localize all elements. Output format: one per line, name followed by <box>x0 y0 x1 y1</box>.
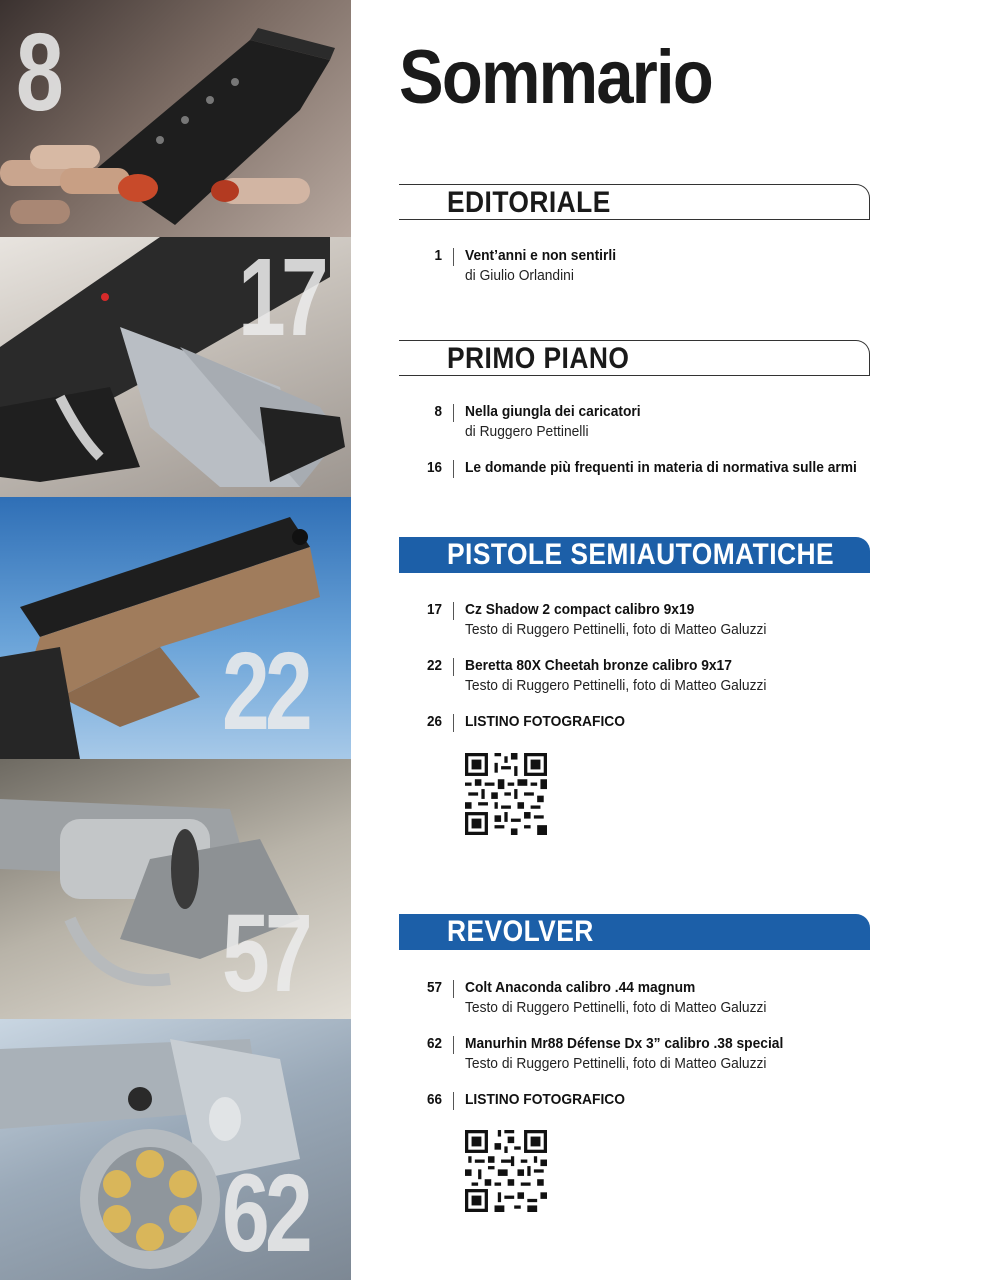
section-header-pistole <box>399 537 870 573</box>
entry-divider <box>453 460 454 478</box>
section-label: PRIMO PIANO <box>447 342 630 375</box>
entry-page-number: 66 <box>426 1091 442 1108</box>
section-label: PISTOLE SEMIAUTOMATICHE <box>447 538 835 571</box>
entry-page-number: 62 <box>426 1035 442 1052</box>
entry-divider <box>453 602 454 620</box>
entry-author: Testo di Ruggero Pettinelli, foto di Matteo Galuzzi <box>465 1055 767 1072</box>
entry-divider <box>453 658 454 676</box>
entry-page-number: 57 <box>426 979 442 996</box>
section-header-revolver <box>399 914 870 950</box>
entry-page-number: 17 <box>426 601 442 618</box>
photo-number: 8 <box>16 11 60 134</box>
photo-number: 57 <box>222 892 309 1015</box>
entry-title: Vent’anni e non sentirli <box>465 247 617 264</box>
qr-code-icon[interactable] <box>465 1130 547 1212</box>
entry-divider <box>453 714 454 732</box>
entry-author: Testo di Ruggero Pettinelli, foto di Matteo Galuzzi <box>465 677 767 694</box>
section-header-primo-piano <box>399 340 870 376</box>
entry-divider <box>453 1036 454 1054</box>
entry-page-number: 8 <box>434 403 442 420</box>
entry-divider <box>453 404 454 422</box>
section-header-editoriale <box>399 184 870 220</box>
photo-number: 17 <box>238 237 325 359</box>
entry-title: Cz Shadow 2 compact calibro 9x19 <box>465 601 695 618</box>
section-label: EDITORIALE <box>447 186 611 219</box>
qr-code-icon[interactable] <box>465 753 547 835</box>
entry-author: di Ruggero Pettinelli <box>465 423 589 440</box>
entry-divider <box>453 248 454 266</box>
section-label: REVOLVER <box>447 915 594 948</box>
photo-number: 22 <box>222 630 309 753</box>
entry-title: Manurhin Mr88 Défense Dx 3” calibro .38 special <box>465 1035 784 1052</box>
photo-revolver-manurhin <box>0 1019 351 1280</box>
entry-title: LISTINO FOTOGRAFICO <box>465 713 625 730</box>
photo-column <box>0 0 351 1280</box>
entry-author: Testo di Ruggero Pettinelli, foto di Matteo Galuzzi <box>465 621 767 638</box>
page-title: Sommario <box>399 35 712 120</box>
photo-pistol-beretta <box>0 497 351 759</box>
entry-title: Beretta 80X Cheetah bronze calibro 9x17 <box>465 657 732 674</box>
entry-page-number: 1 <box>434 247 442 264</box>
entry-page-number: 22 <box>426 657 442 674</box>
photo-pistol-cz <box>0 237 351 497</box>
entry-title: Le domande più frequenti in materia di normativa sulle armi <box>465 459 857 476</box>
entry-divider <box>453 1092 454 1110</box>
entry-page-number: 26 <box>426 713 442 730</box>
entry-title: LISTINO FOTOGRAFICO <box>465 1091 625 1108</box>
entry-title: Nella giungla dei caricatori <box>465 403 641 420</box>
photo-number: 62 <box>222 1152 309 1275</box>
photo-revolver-colt <box>0 759 351 1019</box>
entry-author: di Giulio Orlandini <box>465 267 574 284</box>
entry-author: Testo di Ruggero Pettinelli, foto di Matteo Galuzzi <box>465 999 767 1016</box>
entry-title: Colt Anaconda calibro .44 magnum <box>465 979 696 996</box>
entry-divider <box>453 980 454 998</box>
photo-magazine <box>0 0 351 237</box>
entry-page-number: 16 <box>426 459 442 476</box>
